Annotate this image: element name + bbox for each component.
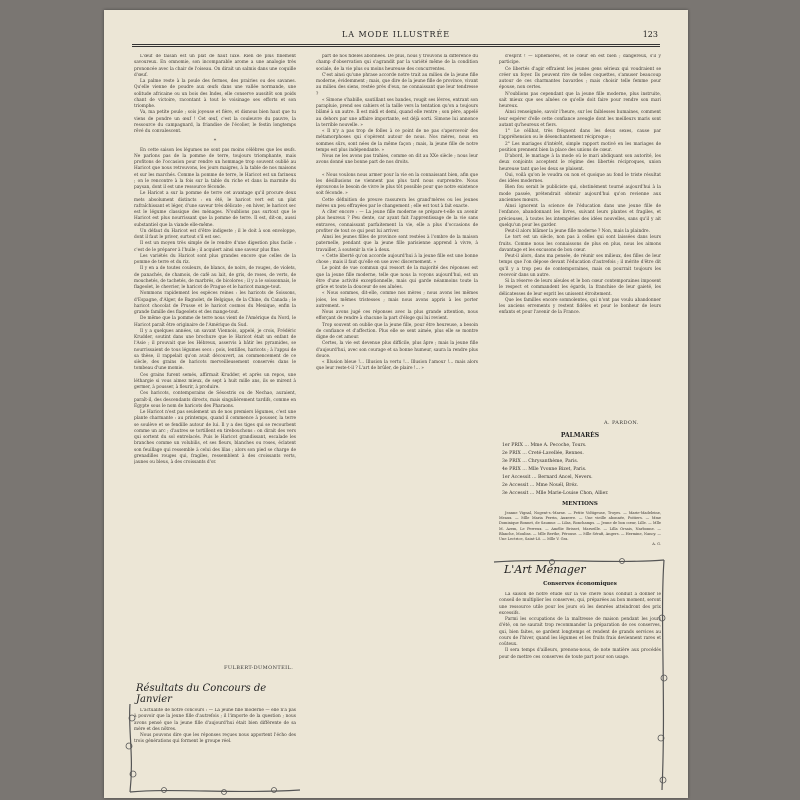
paragraph: Jeanne Vignal, Nogent-s.-Marne. — Petite Voltigeuse, Troyes. — Marie-Madeleine, Meaux. — Mlle Maria Perrin, Auxerre. — Une vieille abonnée, Poitiers. — Mme Dominique Bonnet, de Saumur. — Lilas, Ronchamps. — Jeune de bon cœur, Lille. — Mlle M. Azem, Le Perreux. — Amélie Brisset, Marseille. — Lilla Orsais, Narbonne. — Blanche, Moulins. — Mlle Berthe, Pérouse. — Mlle Sérafi, Angers. — Hermine, Nancy. — Une Lectrice, Saint-Lô. — Mlle V. Gra. (499, 511, 661, 542)
paragraph: Ainsi les jeunes filles de province sont restées à l'ombre de la maison paternelle, pendant que la jeune fille parisienne apprend à vivre, à travailler, à soutenir la vie à deux. (316, 235, 478, 253)
paragraph: 2° Les mariages d'intérêt, simple rapport motivé en les mariages de position prennent bien la place des unions de cœur. (499, 141, 661, 153)
header-rule-double (132, 46, 660, 47)
paragraph: La saison de notre étude sur la vie chère nous conduit à donner le conseil de multiplier les conserves, qui, préparées au bon moment, seront une ressource utile pour les jours où les denrées atteindront des prix excessifs. (499, 592, 661, 616)
paragraph: La palme reste à la poule des fermes, des prairies ou des savanes. Qu'elle vienne de poudre aux œufs dans une vallée normande, une solitude africaine ou un bois des Indes, elle conserve aussitôt son poids chant de victoire, racontant à tout le voisinage ses efforts et son triomphe. (134, 79, 296, 109)
page-number: 123 (642, 30, 658, 39)
paragraph: Le tort est un siècle, non pas à celles qui sont laissées dans leurs fruits. Comme nous les connaissons de plus en plus, nous les aimons davantage et les excusons de bon cœur. (499, 235, 661, 253)
signature-pardon: A. PARDON. (604, 420, 639, 426)
paragraph: Peut-il alors, dans ma pensée, de réunir ses milieux, des filles de leur temps que l'on dépose devant l'éducation d'autrefois ; il mérite d'être dit qu'il y a trop peu de contemporaines, mais on pourrait toujours les recevoir dans un autre. (499, 254, 661, 278)
prize-line: 1er Accessit … Bernard Ancel, Nevers. (502, 475, 593, 480)
paragraph: A cîter encore : — La jeune fille moderne se prépare-t-elle un avenir plus heureux ? Peu dente, car ayant fait l'apprentissage de la vie sans entraves, connaissant parfaitement la vie, elle a plus d'occasions de profiter de tout ce qui peut lui arriver. (316, 210, 478, 234)
paragraph: Trop souvent on oublie que la jeune fille, pour être heureuse, a besoin de confiance et d'affection. Plus elle se sent aimée, plus elle se montre digne de cet amour. (316, 322, 478, 340)
paragraph: A. G. (652, 542, 661, 547)
paragraph: « Il n'y a pas trop de folles à ce point de ne pas s'apercevoir des métamorphoses qui s'opèrent autour de nous. Nos mères, nous en sommes sûrs, sont nées de la même façon ; mais, la jeune fille de notre temps est plus indépendante. » (316, 129, 478, 153)
paragraph: N'oublions pas cependant que la jeune fille moderne, plus instruite, sait mieux que ses aînées ce qu'elle doit faire pour rendre son mari heureux. (499, 91, 661, 109)
paragraph: Il sera temps d'ailleurs, prenons-nous, de note matière aux procédés pour de mettre ces conserves de toute part pour son usage. (499, 648, 661, 660)
prize-line: 4e PRIX … Mlle Yvonne Bizet, Paris. (502, 467, 587, 472)
paragraph: « Illusion bleue !… Illusion la vertu !… Illusion l'amour !… mais alors que leur reste-t-il ? L'art de brûler, de plaire !… » (316, 360, 478, 372)
prize-line: 1er PRIX … Mme A. Pecoche, Tours. (502, 443, 587, 448)
paragraph: Ce libertés d'agir effraient les jeunes gens sérieux qui voudraient se créer un foyer. Ils peuvent rire de telles coquettes, s'amuser beaucoup autour de ces charmantes bavardes ; mais choisir telle femme pour épouse, non certes. (499, 66, 661, 91)
paragraph: Cette définition de preuve rassurera les grand'mères ou les jeunes mères un peu effrayées par le changement ; elle est tout à fait exacte. (316, 197, 478, 209)
paragraph: Parmi les occupations de la maîtresse de maison pendant les jours d'été, on ne saurait trop recommander la préparation de ces conserves, qui, bien faites, se gardent longtemps et rendent de grands services au cours de l'hiver, quand les légumes et les fruits frais deviennent rares et coûteux. (499, 617, 661, 647)
prize-line: 3e Accessit … Mlle Marie-Louise Chon, Allier. (502, 491, 609, 496)
prize-line: 2e Accessit … Mme Nouél, Bréz. (502, 483, 579, 488)
paragraph: Le Haricot a sur la pomme de terre cet avantage qu'il procure deux mets absolument distincts : en été, le haricot vert est un plat rafraîchissant et léger, d'une saveur très délicate ; en hiver, le haricot sec est le légume classique des ménages. N'oublions pas surtout que le Haricot est plus nourrissant que la pomme de terre. Il est, dit-on, aussi substantiel que la viande elle-même. (134, 191, 296, 228)
paragraph: Certes, la vie est devenue plus difficile, plus âpre ; mais la jeune fille d'aujourd'hui, avec son courage et sa bonne humeur, saura la rendre plus douce. (316, 341, 478, 359)
paragraph: Si la réserve de leurs aïeules et le bon cœur contemporaines imposent le respect et commandent les égards, la franchise de leur gaieté, les délicatesses de leur esprit les unissent étroitement. (499, 279, 661, 297)
paragraph: « Cette liberté qu'on accorde aujourd'hui à la jeune fille est une bonne chose ; mais il faut qu'elle en use avec discernement. » (316, 253, 478, 265)
paragraph: Va, ma petite poule ; sois joyeuse et fière, et disnous bien haut que tu viens de pondre un œuf ! Cet œuf, c'est la couleuvre du pauvre, la ressource du campagnard, la friandise de l'écolier, le festin longtemps rêvé du convalescent. (134, 110, 296, 134)
prize-line: 2e PRIX … Creté-Lavellée, Rennes. (502, 451, 584, 456)
header-rule (132, 44, 660, 45)
paragraph: Oui, voilà qu'on le voudra ou non et quoique au fond le triste résultat des idées modernes. (499, 172, 661, 184)
prize-line: 3e PRIX … Chrysanthème, Paris. (502, 459, 579, 464)
palmares-title: PALMARÈS (560, 432, 600, 439)
paragraph: « Nous sommes, dit-elle, comme nos mères ; nous avons les mêmes joies, les mêmes tristesses ; mais nous avons appris à les porter autrement. » (316, 291, 478, 309)
paragraph: Le Haricot n'est pas seulement un de nos premiers légumes, c'est une plante charmante : au printemps, quand il commence à pousser, la terre se soulève et se fendille autour de lui. Il y a des tiges qui se recourbent comme un arc ; d'autres se tortillent en tirebouchons : on dirait des vers qui sortent du sol entrelacés. Puis le Haricot grandissant, escalade les branches comme un volubilis, et ses fleurs, blanches ou roses, éclatent son feuillage qui ressemble à celui des lilas ; alors son pied se charge de grenadilles rouges qui, fragiles, ressemblent à des croissants verts, jaunes ou bleus, à des croissants d'or. (134, 410, 296, 465)
paragraph: part de nos fidèles abonnées. De plus, nous y trouvons la différence du champ d'observation qui s'agrandit par la variété même de la condition sociale, de la vie plus ou moins heureuse des concurrentes. (316, 54, 478, 72)
signature-fulbert: FULBERT-DUMONTEIL. (224, 665, 294, 671)
floral-border-icon (492, 558, 668, 794)
paragraph: En cette saison les légumes ne sont pas moins célèbres que les œufs. Ne parlons pas de la pomme de terre, toujours triomphante, mais profitons de l'occasion pour rendre un hommage trop souvent oublié au Haricot que nous retrouvons, les jours maigres, à la table de nos maisons et sur les marchés. Comme la pomme de terre, le Haricot est un farineux ; on le rencontre à la fois sur la table du riche et dans la marmite du paysan, dont il est une ressource féconde. (134, 147, 296, 190)
column-3 (499, 54, 661, 414)
paragraph: De même que la pomme de terre nous vient de l'Amérique du Nord, le Haricot paraît être originaire de l'Amérique du Sud. (134, 316, 296, 328)
paragraph: Que les familles encore somnolentes, qui n'ont pas voulu abandonner les anciens errements y restent fidèles et pour le bonheur de leurs enfants et pour l'avenir de la France. (499, 297, 661, 316)
paragraph: Peut-il alors blâmer la jeune fille moderne ? Non, mais la plaindre. (505, 229, 650, 234)
section-asterisk: * (213, 138, 217, 145)
column-1-tail (134, 430, 296, 695)
paragraph: Nous ne les avons pas trahies, comme on dit au XXe siècle ; nous leur avons donné une bonne part de nos droits. (316, 154, 478, 166)
mentions-title: MENTIONS (562, 501, 598, 507)
paragraph: Les variétés du Haricot sont plus grandes encore que celles de la pomme de terre et du riz. (134, 253, 296, 265)
paragraph: Un défaut du Haricot est d'être indigeste ; il le doit à son enveloppe, dont il faut le priver, surtout s'il est sec. (134, 228, 296, 240)
paragraph: Ainsi renseignée, savoir l'heure, sur les faiblesses humaines, comment leur espérer d'elle cette confiance aveugle dont les meilleurs maris sont autant qu'heureux et fiers. (499, 110, 661, 128)
paragraph: Il y en a de toutes couleurs, de blancs, de noirs, de rouges, de violets, de panachés, de chamois, de café au lait, de gris, de roses, de verts, de mouchetés, de tachetés, de marbrés, de bicolores ; il y a le soissonnais, le flageolet, le chevrier, le haricot de Prague et le haricot mange-tout. (134, 266, 296, 290)
paragraph: d'esprit ! — Éphémères, et le cœur en est bien ; dangereux, s'il y participe. (499, 54, 661, 66)
paragraph: 1° Le célibat, très fréquent dans les deux sexes, cause par l'appréhension ou le désenchantement réciproque ; (499, 129, 661, 141)
paragraph: Ainsi ignorent la science de l'éducation dans une jeune fille de l'enfance, abandonnant les livres, suivant leurs plantes et fragiles, et précieuses, à toutes les intempéries des idées nouvelles, sans qu'il y ait quelqu'un pour les garder. (499, 204, 661, 228)
paragraph: Nommons rapidement les espèces reines : les haricots de Soissons, d'Espagne, d'Alger, de Bagnolet, de Belgique, de la Chine, du Canada ; le haricot chocolat de Prusse et le haricot cosmos du Mexique, enfin la grande famille des flageolets et des mange-tout. (134, 291, 296, 315)
paragraph: « Simone s'habille, sautillant ses bandes, rougit ses lèvres, entrant son parapluie, prend ses cahiers et la taille vers la tentation qu'on a toujours blâmé à un autre. Il est midi et demi, quand elle rentre ; son père, appelé au dehors par une affaire importante, est déjà sorti. Simone lui annonce la terrible nouvelle. » (316, 97, 478, 128)
paragraph: Bien fou serait le publiciste qui, obstinément tourné aujourd'hui à la mode passée, prétendrait obtenir aujourd'hui qu'on revienne aux anciennes mœurs. (499, 185, 661, 203)
paragraph: C'est ainsi qu'une phrase accorde notre trait au milieu de la jeune fille moderne, évidemment ; mais, que dire de la jeune fille de province, vivant au milieu des siens, restée près d'eux, ne connaissant que leur tendresse ? (316, 72, 478, 97)
paragraph: Nous pouvons dire que les réponses reçues nous apportent l'écho des trois générations qui forment le groupe réel. (134, 733, 296, 745)
running-title: LA MODE ILLUSTRÉE (341, 30, 451, 39)
mentions-list (499, 511, 661, 555)
paragraph: « Nous voulons nous armer pour la vie en la connaissant bien, afin que les désillusions ne viennent pas plus tard nous surprendre. Nous éprouvons le besoin de vivre le plus tôt possible pour que notre existence soit féconde. » (316, 172, 478, 197)
magazine-page (104, 10, 688, 798)
art-menager-subtitle: Conserves économiques (543, 581, 617, 587)
paragraph: Ces grains furent semés, affirmait Krudder, et après un repos, une léthargie si vous aimez mieux, de sept à huit mille ans, ils se mirent à germer, à pousser, à fleurir, à produire. (134, 372, 296, 390)
floral-ornament-icon (124, 700, 304, 796)
concours-heading: Résultats du Concours de Janvier (136, 683, 267, 705)
paragraph: Il y a quelques années, un savant Viennois, appelé, je crois, Frédéric Krudder, soutint dans une brochure que le Haricot était un enfant de l'Asie ; il prouvait que les Hébreux, asservis à bâtir les pyramides, se nourrissaient de tous légumes secs : pois, lentilles, haricots ; à l'appui de sa thèse, il rappelait qu'on avait découvert, au commencement de ce siècle, des grains de haricots merveilleusement conservés dans le tombeau d'une momie. (134, 328, 296, 372)
paragraph: L'actualité de notre concours : — La jeune fille moderne — elle n'a pas à pouvoir que la jeune fille d'autrefois ; il l'importe de la question ; nous avons pensé que la jeune fille d'aujourd'hui était bien différente de sa mère et des nôtres. (134, 708, 296, 732)
paragraph: Le point de vue commun qui ressort de la majorité des réponses est que la jeune fille moderne, telle que nous la voyons aujourd'hui, est un être d'une activité exceptionnelle, mais qui garde néanmoins toute la grâce et toute la douceur de ses aînées. (316, 266, 478, 290)
paragraph: Il est un moyen très simple de le rendre d'une digestion plus facile : c'est de le préparer à l'huile ; il acquiert ainsi une saveur plus fine. (134, 241, 296, 253)
paragraph: L'œuf de faisan est un plat de haut luxe. Rien de plus finement savoureux. En omnomie, son incomparable arome a une analogie très prononcée avec la chair de l'oiseau. On dirait un salmis dans une coquille d'œuf. (134, 54, 296, 78)
paragraph: D'abord, le mariage à la mode où le mari abdiquant son autorité, les deux conjoints acceptent le régime des libertés réciproques, union heureuse tant que les deux se plaisent. (499, 154, 661, 172)
paragraph: Nous avons jugé ces réponses avec la plus grande attention, nous efforçant de rendre à chacune la part d'éloge qui lui revient. (316, 310, 478, 322)
column-2 (316, 54, 478, 759)
paragraph: Ces haricots, contemporains de Sésostris ou de Nechao, auraient, paraît-il, des descendants directs, mais singulièrement tardifs, comme en Égypte sous le nom de haricots des Pharaons. (134, 391, 296, 409)
art-menager-heading: L'Art Ménager (504, 563, 586, 576)
